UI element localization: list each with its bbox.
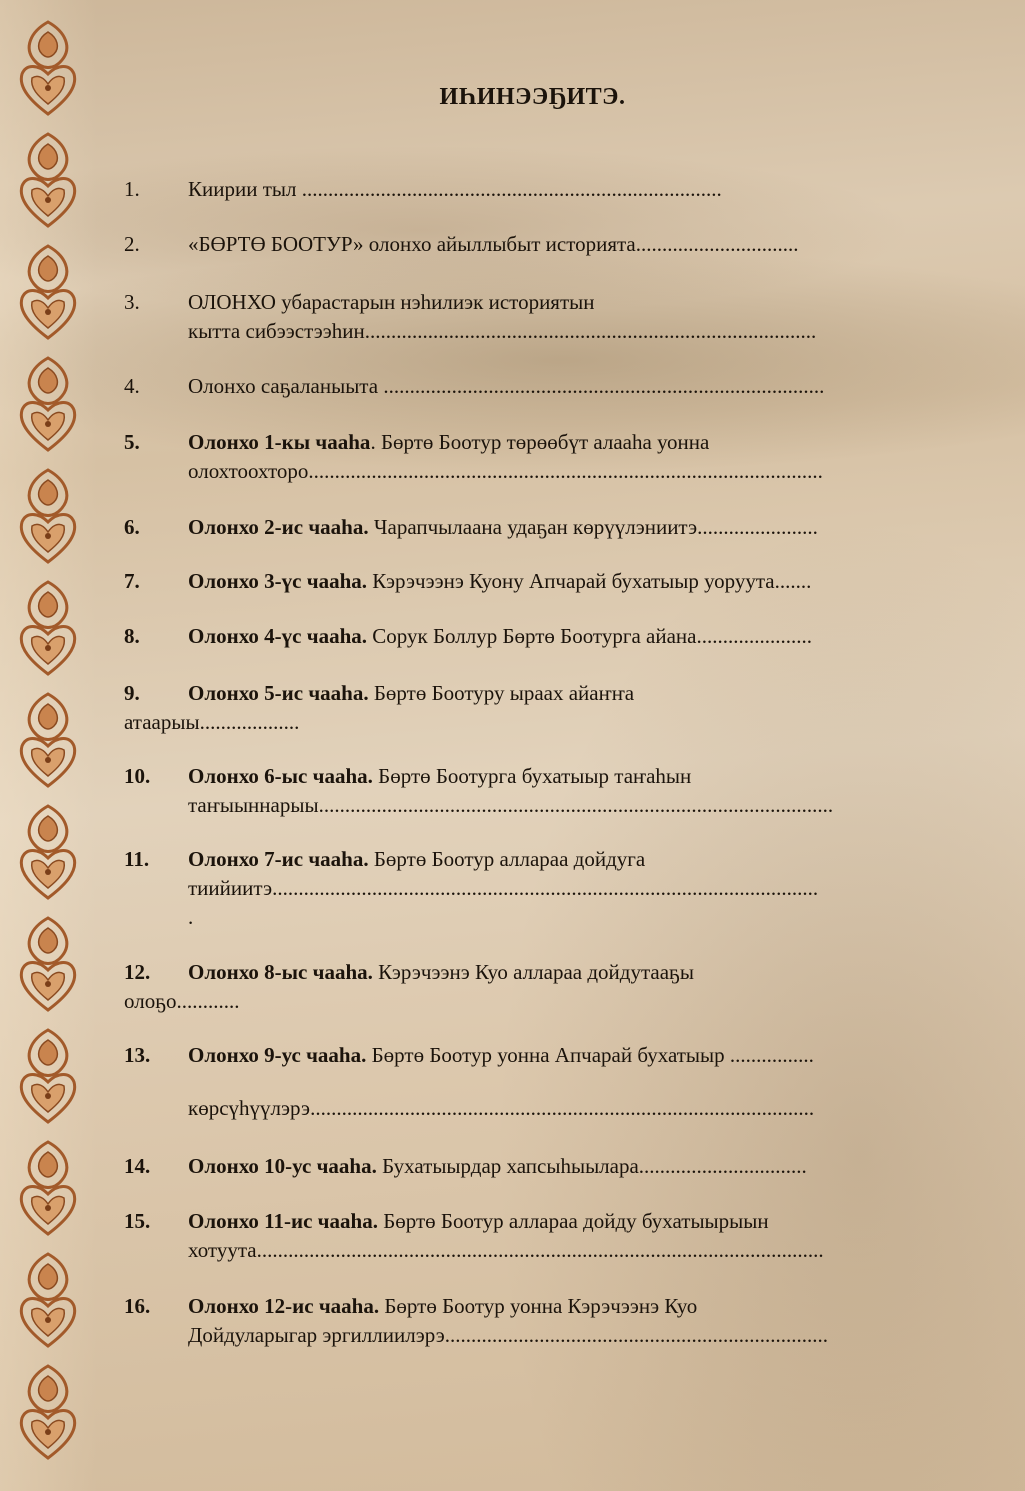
toc-leader-dots: ............................... — [635, 232, 799, 256]
toc-title-continued: Дойдуларыгар эргиллиилэрэ — [188, 1323, 445, 1347]
toc-title: Бөртө Боотуру ыраах айаҥҥа — [368, 681, 635, 705]
toc-entry[interactable] — [124, 428, 942, 486]
toc-entry[interactable] — [124, 1292, 942, 1350]
toc-title: Кэрэчээнэ Куо аллараа дойдутааҕы — [372, 960, 694, 984]
toc-part-label: Олонхо 1-кы чааһа — [188, 430, 371, 454]
toc-title: Сорук Боллур Бөртө Боотурга айана — [367, 624, 697, 648]
toc-leader-dots: ........................................................................................................ — [272, 876, 819, 900]
toc-number: 6. — [124, 515, 140, 539]
toc-number: 13. — [124, 1043, 151, 1067]
page-title: ИҺИНЭЭҔИТЭ. — [439, 84, 626, 110]
toc-leader-dots: ................ — [729, 1043, 814, 1067]
toc-title: ОЛОНХО убарастарын нэһилиэк историятын — [188, 290, 595, 314]
toc-entry[interactable] — [124, 1152, 942, 1181]
toc-part-label: Олонхо 12-ис чааһа. — [188, 1294, 380, 1318]
toc-entry[interactable] — [124, 567, 942, 596]
toc-title-continued: таҥыыннарыы — [188, 793, 319, 817]
toc-leader-dots: .................................................................................................. — [318, 793, 834, 817]
toc-part-label: Олонхо 2-ис чааһа. — [188, 515, 369, 539]
ornament-column — [8, 18, 88, 1478]
toc-entry[interactable] — [124, 762, 942, 820]
toc-part-label: Олонхо 3-үс чааһа. — [188, 569, 368, 593]
toc-leader-dots: ......................................................................... — [444, 1323, 828, 1347]
toc-title: Бөртө Боотурга бухатыыр таҥаһын — [372, 764, 692, 788]
toc-number: 10. — [124, 764, 151, 788]
toc-part-label: Олонхо 10-ус чааһа. — [188, 1154, 377, 1178]
toc-entry[interactable] — [124, 288, 942, 346]
toc-leader-dots: ............................................................................................................ — [256, 1238, 824, 1262]
toc-part-label: Олонхо 7-ис чааһа. — [188, 847, 369, 871]
toc-title: Бухатыырдар хапсыһыылара — [376, 1154, 639, 1178]
toc-part-label: Олонхо 9-ус чааһа. — [188, 1043, 367, 1067]
toc-entry[interactable] — [124, 372, 942, 401]
toc-entry[interactable] — [124, 1041, 942, 1123]
toc-number: 4. — [124, 374, 140, 398]
toc-title-continued: тиийиитэ — [188, 876, 273, 900]
toc-title: Бөртө Боотур аллараа дойдуга — [368, 847, 646, 871]
toc-title: Бөртө Боотур уонна Кэрэчээнэ Куо — [379, 1294, 698, 1318]
toc-title-continued: кытта сибээстээһин — [188, 319, 365, 343]
toc-part-label: Олонхо 11-ис чааһа. — [188, 1209, 378, 1233]
toc-entry[interactable] — [124, 958, 942, 1016]
toc-number: 5. — [124, 430, 140, 454]
toc-leader-dots: ................................ — [638, 1154, 807, 1178]
toc-title: Бөртө Боотур уонна Апчарай бухатыыр — [366, 1043, 730, 1067]
toc-entry[interactable] — [124, 845, 942, 932]
toc-part-label: Олонхо 4-үс чааһа. — [188, 624, 368, 648]
toc-leader-dots: ...................................................................................... — [364, 319, 817, 343]
toc-part-label: Олонхо 6-ыс чааһа. — [188, 764, 373, 788]
toc-number: 16. — [124, 1294, 151, 1318]
toc-title: «БӨРТӨ БООТУР» олонхо айыллыбыт историята — [188, 232, 636, 256]
toc-leader-dots: ............ — [176, 989, 240, 1013]
toc-leader-dots: ....................... — [697, 515, 818, 539]
toc-number: 7. — [124, 569, 140, 593]
toc-number: 2. — [124, 232, 140, 256]
toc-leader-dots: ................................................................................ — [301, 177, 722, 201]
toc-entry[interactable] — [124, 513, 942, 542]
toc-number: 9. — [124, 681, 140, 705]
toc-part-label: Олонхо 8-ыс чааһа. — [188, 960, 373, 984]
toc-part-label: Олонхо 5-ис чааһа. — [188, 681, 369, 705]
toc-number: 14. — [124, 1154, 151, 1178]
toc-title: Киирии тыл — [188, 177, 302, 201]
toc-number: 1. — [124, 177, 140, 201]
toc-entry[interactable] — [124, 230, 942, 259]
toc-number: 8. — [124, 624, 140, 648]
toc-number: 15. — [124, 1209, 151, 1233]
toc-leader-dots: ....... — [774, 569, 812, 593]
toc-entry[interactable] — [124, 1207, 942, 1265]
toc-title: Бөртө Боотур аллараа дойду бухатыырыын — [377, 1209, 769, 1233]
ornamental-border — [0, 0, 98, 1491]
toc-leader-dots: ...................... — [696, 624, 812, 648]
toc-title-continued: атаарыы — [124, 710, 200, 734]
toc-title: Чарапчылаана удаҕан көрүүлэниитэ — [368, 515, 698, 539]
toc-title-continued: олоҕо — [124, 989, 177, 1013]
toc-title-continued: олохтоохторо — [188, 459, 309, 483]
toc-entry[interactable] — [124, 622, 942, 651]
toc-leader-dots: ................................................................................................ — [310, 1096, 815, 1120]
toc-number: 12. — [124, 960, 151, 984]
toc-title: . Бөртө Боотур төрөөбүт алааһа уонна — [370, 430, 710, 454]
toc-number: 3. — [124, 290, 140, 314]
toc-title: Олонхо саҕаланыыта — [188, 374, 384, 398]
toc-title: Кэрэчээнэ Куону Апчарай бухатыыр уоруута — [367, 569, 775, 593]
toc-entry[interactable] — [124, 679, 942, 737]
toc-number: 11. — [124, 847, 150, 871]
toc-entry[interactable] — [124, 175, 942, 204]
toc-leader-dots: .................................................................................... — [383, 374, 825, 398]
toc-title-continued: көрсүһүүлэрэ — [188, 1096, 311, 1120]
toc-title-continued: хотуута — [188, 1238, 257, 1262]
toc-leader-dots: ................... — [199, 710, 300, 734]
toc-leader-dots: .................................................................................................. — [308, 459, 823, 483]
toc-trailing-dot: . — [188, 905, 194, 929]
